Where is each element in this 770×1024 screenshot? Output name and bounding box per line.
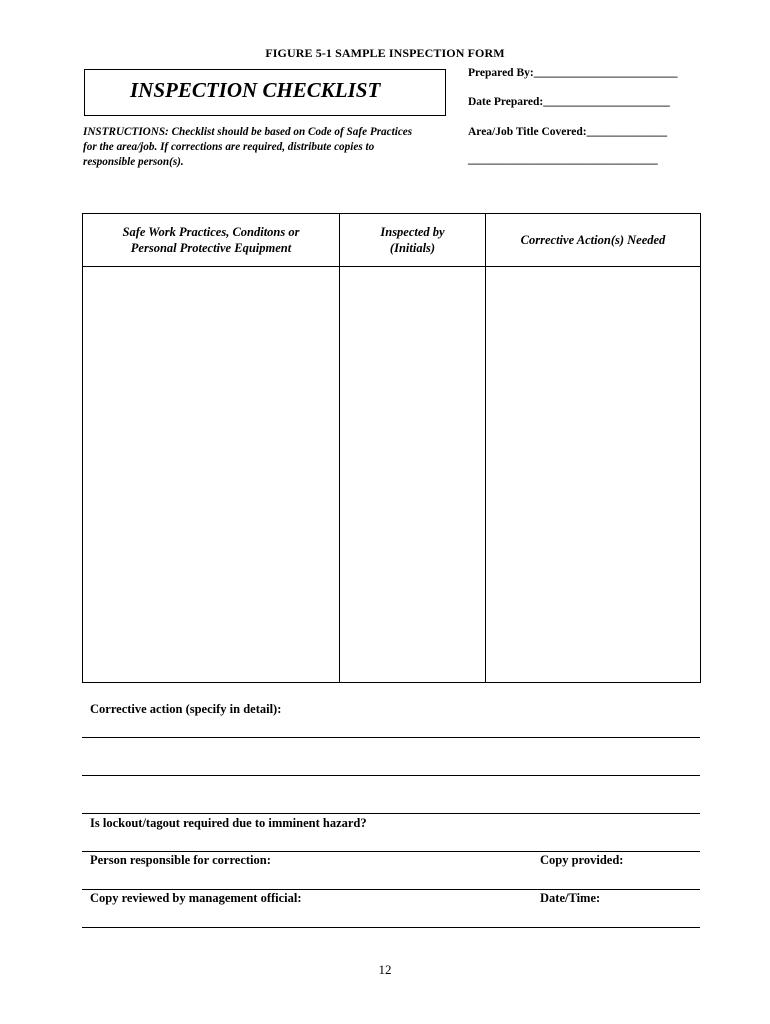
form-divider — [82, 813, 700, 814]
area-job-title-continuation-line[interactable]: _________________________________ — [468, 154, 658, 166]
form-divider — [82, 927, 700, 928]
area-job-title-field[interactable]: Area/Job Title Covered:______________ — [468, 126, 668, 138]
lockout-tagout-question: Is lockout/tagout required due to imminent hazard? — [90, 816, 367, 830]
person-responsible-field[interactable]: Person responsible for correction: — [90, 853, 271, 867]
page-number: 12 — [378, 962, 392, 977]
instructions-line: responsible person(s). — [83, 156, 184, 168]
form-title: INSPECTION CHECKLIST — [130, 78, 381, 102]
prepared-by-field[interactable]: Prepared By:_________________________ — [468, 67, 678, 79]
practices-entry-cell[interactable] — [83, 267, 340, 683]
corrective-action-label: Corrective action (specify in detail): — [90, 702, 282, 716]
figure-title: FIGURE 5-1 SAMPLE INSPECTION FORM — [265, 46, 505, 60]
column-header-practices: Safe Work Practices, Conditons or Personal Protective Equipment — [83, 214, 340, 267]
instructions-line: INSTRUCTIONS: Checklist should be based on Code of Safe Practices — [83, 126, 413, 138]
date-prepared-field[interactable]: Date Prepared:______________________ — [468, 96, 670, 108]
instructions-line: for the area/job. If corrections are required, distribute copies to — [83, 141, 375, 153]
corrective-action-line[interactable] — [82, 775, 700, 776]
form-divider — [82, 851, 700, 852]
column-header-corrective-actions: Corrective Action(s) Needed — [486, 214, 701, 267]
column-header-inspected-by: Inspected by (Initials) — [340, 214, 486, 267]
corrective-action-line[interactable] — [82, 737, 700, 738]
form-divider — [82, 889, 700, 890]
table-row — [83, 267, 701, 683]
form-title-box — [84, 69, 446, 116]
copy-provided-field[interactable]: Copy provided: — [540, 853, 624, 867]
instructions — [83, 125, 463, 170]
initials-entry-cell[interactable] — [340, 267, 486, 683]
corrective-actions-entry-cell[interactable] — [486, 267, 701, 683]
inspection-checklist-table — [82, 213, 701, 683]
table-header-row — [83, 214, 701, 267]
date-time-field[interactable]: Date/Time: — [540, 891, 601, 905]
copy-reviewed-field[interactable]: Copy reviewed by management official: — [90, 891, 302, 905]
